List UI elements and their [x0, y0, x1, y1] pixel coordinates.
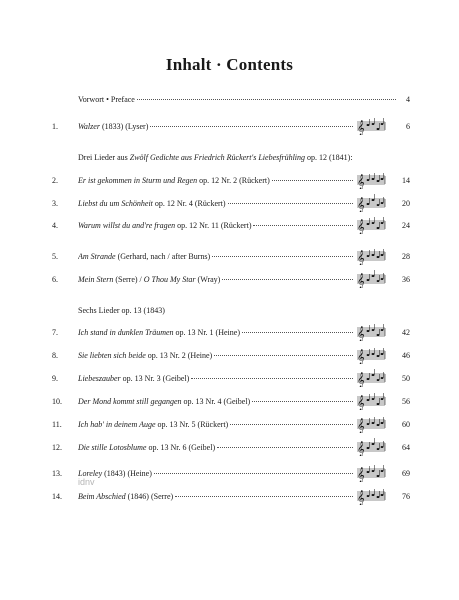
leader-dots: [217, 446, 353, 448]
entry-number: 1.: [52, 122, 58, 131]
page-number: 76: [402, 492, 410, 501]
page-number: 4: [406, 95, 410, 104]
entry-title: Walzer: [78, 122, 100, 131]
preface-row[interactable]: [0, 93, 459, 107]
entry-title: Loreley: [78, 469, 103, 478]
entry-title: Liebst du um Schönheit: [78, 199, 153, 208]
entry-title: Er ist gekommen in Sturm und Regen: [78, 176, 198, 185]
toc-entry-14[interactable]: [0, 490, 459, 504]
leader-dots: [272, 179, 353, 181]
page-number: 24: [402, 221, 410, 230]
entry-details: (1846) (Serre): [125, 492, 174, 501]
page-title: Inhalt · Contents: [165, 55, 294, 74]
svg-text:𝄞: 𝄞: [357, 198, 365, 212]
svg-text:𝄞: 𝄞: [357, 251, 365, 265]
leader-dots: [212, 255, 353, 257]
entry-title: Der Mond kommt still gegangen: [78, 397, 182, 406]
leader-dots: [253, 224, 353, 226]
svg-text:𝄞: 𝄞: [357, 491, 365, 505]
svg-text:𝄞: 𝄞: [357, 327, 365, 341]
toc-entry-8[interactable]: [0, 349, 459, 363]
entry-details: op. 12 Nr. 11 (Rückert): [175, 221, 252, 230]
entry-number: 14.: [52, 492, 62, 501]
entry-details: op. 13 Nr. 2 (Heine): [145, 351, 213, 360]
page-number: 6: [406, 122, 410, 131]
entry-title: Am Strande: [78, 252, 116, 261]
entry-number: 13.: [52, 469, 62, 478]
leader-dots: [154, 472, 353, 474]
toc-entry-10[interactable]: [0, 395, 459, 409]
entry-details: op. 13 Nr. 6 (Geibel): [146, 443, 216, 452]
entry-details: op. 13 Nr. 4 (Geibel): [181, 397, 251, 406]
section-heading-op13: Sechs Lieder op. 13 (1843): [78, 306, 165, 315]
entry-details: op. 12 Nr. 4 (Rückert): [152, 199, 226, 208]
entry-number: 4.: [52, 221, 58, 230]
svg-text:𝄞: 𝄞: [357, 396, 365, 410]
page-number: 64: [402, 443, 410, 452]
svg-text:𝄞: 𝄞: [357, 442, 365, 456]
toc-entry-4[interactable]: [0, 219, 459, 233]
entry-number: 5.: [52, 252, 58, 261]
entry-number: 7.: [52, 328, 58, 337]
entry-details: op. 13 Nr. 5 (Rückert): [155, 420, 229, 429]
leader-dots: [191, 377, 353, 379]
entry-number: 2.: [52, 176, 58, 185]
toc-entry-13[interactable]: [0, 467, 459, 481]
entry-number: 12.: [52, 443, 62, 452]
entry-title: Ich hab' in deinem Auge: [78, 420, 156, 429]
entry-number: 6.: [52, 275, 58, 284]
leader-dots: [137, 98, 396, 100]
svg-text:𝄞: 𝄞: [357, 121, 365, 135]
entry-number: 3.: [52, 199, 58, 208]
entry-title-english: O Thou My Star: [143, 275, 196, 284]
page-number: 14: [402, 176, 410, 185]
entry-number: 8.: [52, 351, 58, 360]
entry-details: (Serre) /: [113, 275, 144, 284]
entry-number: 10.: [52, 397, 62, 406]
svg-text:𝄞: 𝄞: [357, 373, 365, 387]
page-number: 69: [402, 469, 410, 478]
entry-details: (Wray): [195, 275, 221, 284]
entry-details: (Gerhard, nach / after Burns): [115, 252, 211, 261]
svg-text:𝄞: 𝄞: [357, 350, 365, 364]
toc-entry-2[interactable]: [0, 174, 459, 188]
entry-details: op. 12 Nr. 2 (Rückert): [197, 176, 270, 185]
watermark: idnv: [78, 477, 95, 487]
toc-entry-12[interactable]: [0, 441, 459, 455]
toc-entry-1[interactable]: [0, 120, 459, 134]
svg-text:𝄞: 𝄞: [357, 175, 365, 189]
leader-dots: [222, 278, 353, 280]
toc-entry-7[interactable]: [0, 326, 459, 340]
toc-entry-5[interactable]: [0, 250, 459, 264]
entry-details: op. 13 Nr. 3 (Geibel): [120, 374, 190, 383]
section-heading-op12: Drei Lieder aus Zwölf Gedichte aus Friedrich Rückert's Liebesfrühling op. 12 (1841):: [78, 153, 353, 162]
entry-details: (1843) (Heine): [102, 469, 152, 478]
leader-dots: [214, 354, 353, 356]
toc-entry-9[interactable]: [0, 372, 459, 386]
page-number: 60: [402, 420, 410, 429]
entry-title: Sie liebten sich beide: [78, 351, 146, 360]
entry-title: Warum willst du and're fragen: [78, 221, 176, 230]
toc-entry-3[interactable]: [0, 197, 459, 211]
leader-dots: [230, 423, 353, 425]
entry-details: (1833) (Lyser): [99, 122, 149, 131]
leader-dots: [150, 125, 353, 127]
leader-dots: [228, 202, 353, 204]
entry-title: Liebeszauber: [78, 374, 121, 383]
leader-dots: [242, 331, 353, 333]
entry-details: op. 13 Nr. 1 (Heine): [173, 328, 240, 337]
toc-entry-11[interactable]: [0, 418, 459, 432]
svg-text:𝄞: 𝄞: [357, 419, 365, 433]
page-number: 50: [402, 374, 410, 383]
page-number: 56: [402, 397, 410, 406]
preface-label: Vorwort • Preface: [78, 95, 135, 104]
svg-text:𝄞: 𝄞: [357, 468, 365, 482]
page-number: 20: [402, 199, 410, 208]
page-number: 36: [402, 275, 410, 284]
page-number: 28: [402, 252, 410, 261]
svg-text:𝄞: 𝄞: [357, 220, 365, 234]
leader-dots: [175, 495, 353, 497]
entry-title: Mein Stern: [78, 275, 114, 284]
entry-number: 11.: [52, 420, 62, 429]
entry-title: Ich stand in dunklen Träumen: [78, 328, 174, 337]
svg-text:𝄞: 𝄞: [357, 274, 365, 288]
leader-dots: [252, 400, 353, 402]
entry-title: Die stille Lotosblume: [78, 443, 147, 452]
page-number: 42: [402, 328, 410, 337]
page-number: 46: [402, 351, 410, 360]
entry-title: Beim Abschied: [78, 492, 126, 501]
toc-entry-6[interactable]: [0, 273, 459, 287]
entry-number: 9.: [52, 374, 58, 383]
